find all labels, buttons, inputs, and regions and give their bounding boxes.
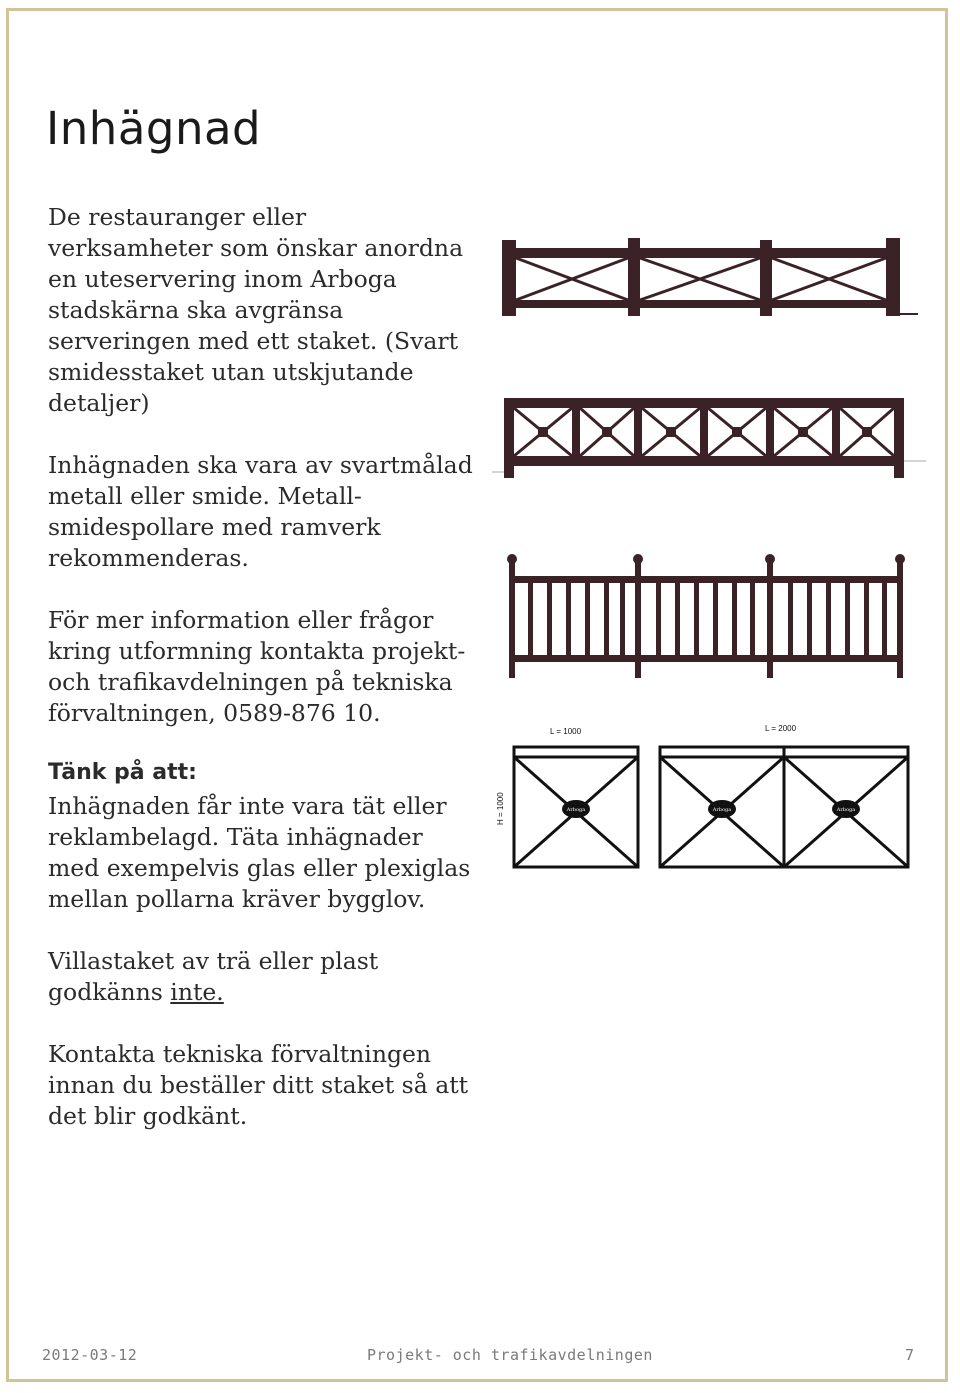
- fence-cross-braced-illustration: [498, 236, 918, 326]
- length-2000-label: L = 2000: [765, 724, 797, 733]
- fence-diamond-illustration: [502, 398, 930, 478]
- footer-department: Projekt- och trafikavdelningen: [367, 1346, 653, 1364]
- material-paragraph: Inhägnaden ska vara av svartmålad metall eller smide. Metall-smidespollare med ramverk rekommenderas.: [48, 451, 473, 572]
- fence-technical-drawing: [490, 720, 920, 880]
- villa-fence-paragraph: [48, 946, 478, 1008]
- length-1000-label: L = 1000: [550, 727, 582, 736]
- page-title: Inhägnad: [46, 102, 262, 155]
- villa-fence-emphasis: inte.: [170, 978, 224, 1006]
- fence-picket-illustration: [502, 550, 922, 680]
- contact-info-paragraph: För mer information eller frågor kring utformning kontakta projekt- och trafikavdelningen på tekniska förvaltningen, 0589-876 10.: [48, 606, 466, 727]
- permit-paragraph: Inhägnaden får inte vara tät eller reklambelagd. Täta inhägnader med exempelvis glas eller plexiglas mellan pollarna kräver bygglov.: [48, 792, 471, 913]
- medallion-text: Arboga: [836, 807, 856, 813]
- approval-paragraph: Kontakta tekniska förvaltningen innan du beställer ditt staket så att det blir godkänt.: [48, 1040, 469, 1130]
- villa-fence-text: Villastaket av trä eller plast godkänns: [48, 947, 379, 1006]
- medallion-text: Arboga: [566, 807, 586, 813]
- footer-date: 2012-03-12: [42, 1346, 138, 1364]
- note-heading: Tänk på att:: [48, 760, 197, 785]
- height-label: H = 1000: [496, 792, 505, 825]
- intro-paragraph: De restauranger eller verksamheter som önskar anordna en uteservering inom Arboga stadskärna ska avgränsa serveringen med ett staket. (Svart smidesstaket utan utskjutande detaljer): [48, 203, 464, 417]
- footer-page-number: 7: [905, 1346, 915, 1364]
- medallion-text: Arboga: [712, 807, 732, 813]
